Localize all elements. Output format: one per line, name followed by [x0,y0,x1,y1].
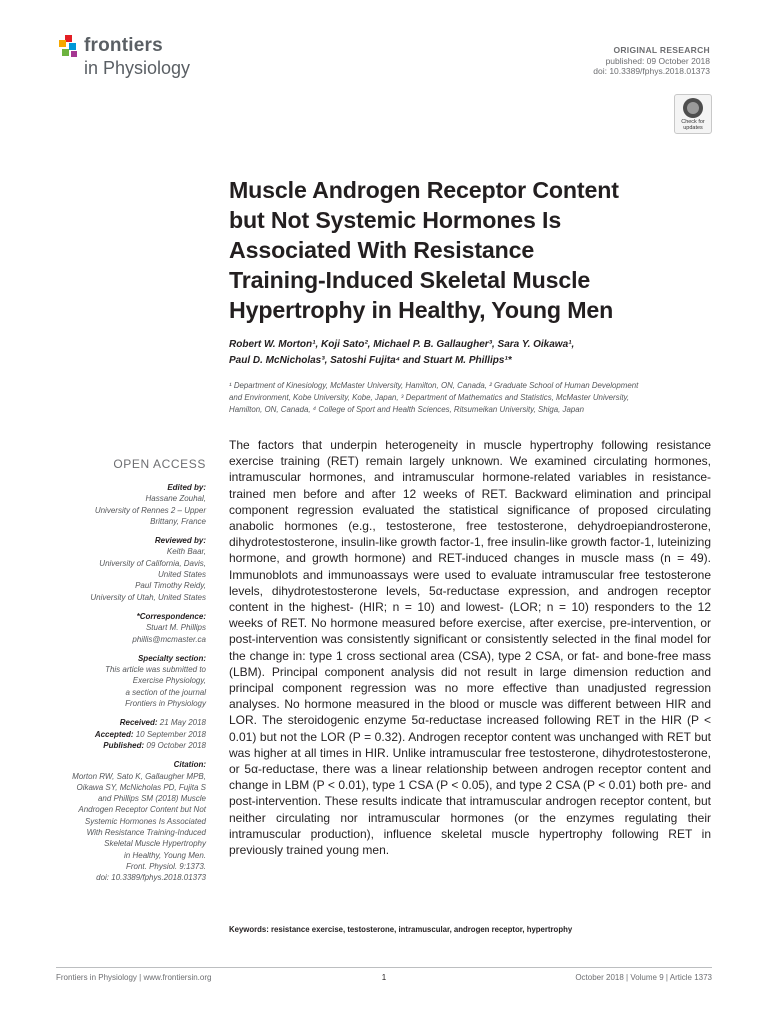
editor-line: University of Rennes 2 – Upper [94,505,206,515]
citation-heading: Citation: [173,760,206,770]
abstract-text: The factors that underpin heterogeneity in muscle hypertrophy following resistance exercise training (RET) remain largely unknown. We examined circulating hormones, intramuscular hormones, and intramuscular hormone-related variables in resistance-trained men before and after 12 weeks of RET. Backward elimination and principal component regression evaluated the statistical significance of proposed circulating anabolic hormones (e.g., testosterone, free testosterone, dehydroepiandrosterone, dihydrotestosterone, insulin-like growth factor-1, free insulin-like growth factor-1, luteinizing hormone, and growth hormone) and RET-induced changes in muscle mass (n = 49). Immunoblots and immunoassays were used to evaluate intramuscular free testosterone levels, dihydrotestosterone levels, 5α-reductase expression, and androgen receptor content in the highest- (HIR; n = 10) and lowest- (LOR; n = 10) responders to the 12 weeks of RET. No hormone measured before exercise, after exercise, pre-intervention, or post-intervention was consistently significant or consistently selected in the final model for the change in: type 1 cross sectional area (CSA), type 2 CSA, or fat- and bone-free mass (LBM). Principal component analysis did not result in large dimension reduction and principal component regression was no more effective than unadjusted regression analyses. No hormone measured in the blood or muscle was different between HIR and LOR. The steroidogenic enzyme 5α-reductase increased following RET in the HIR (P < 0.01) but not the LOR (P = 0.32). Androgen receptor content was unchanged with RET but was higher at all times in HIR. Unlike intramuscular free testosterone, dihydrotestosterone, or 5α-reductase, there was a linear relationship between androgen receptor content and change in LBM (P < 0.01), type 1 CSA (P < 0.05), and type 2 CSA (P < 0.01) both pre- and post-intervention. These results indicate that intramuscular androgen receptor content, but neither circulating nor intramuscular hormones (or the enzymes regulating their intramuscular production), influence skeletal muscle hypertrophy following RET in previously trained young men. [229,438,711,858]
specialty-line: Exercise Physiology, [132,676,206,686]
editor-line: Brittany, France [150,516,206,526]
open-access-label: OPEN ACCESS [113,457,206,471]
reviewed-by-heading: Reviewed by: [154,536,206,546]
edited-by-heading: Edited by: [167,483,206,492]
badge-label: Check for updates [681,119,705,131]
logo-line-2: in Physiology [84,58,191,78]
accepted-label: Accepted: [94,729,134,739]
article-info-sidebar [56,457,206,884]
published-label: Published: [103,740,145,750]
specialty-line: a section of the journal [125,687,206,697]
citation-line: in Healthy, Young Men. [124,850,206,860]
affiliations [229,380,709,417]
author-line: Paul D. McNicholas³, Satoshi Fujita⁴ and Stuart M. Phillips¹* [229,354,512,366]
citation-line: Front. Physiol. 9:1373. [125,861,206,871]
specialty-line: This article was submitted to [105,665,206,675]
reviewer-line: United States [157,570,206,580]
frontiers-logo-icon [56,34,82,60]
article-meta [593,45,710,77]
citation-line: With Resistance Training-Induced [86,828,206,838]
logo-line-1: frontiers [84,35,163,56]
title-line: Hypertrophy in Healthy, Young Men [229,297,614,323]
citation-line: Oikawa SY, McNicholas PD, Fujita S [76,782,206,792]
accepted-date [56,729,206,740]
citation-line: Morton RW, Sato K, Gallaugher MPB, [72,771,206,781]
article-title [229,175,719,325]
reviewer-line: Paul Timothy Reidy, [135,581,206,591]
article-doi[interactable]: doi: 10.3389/fphys.2018.01373 [593,66,710,76]
specialty-heading: Specialty section: [137,653,206,663]
correspondence-email[interactable]: phillis@mcmaster.ca [132,634,206,644]
title-line: Associated With Resistance [229,237,535,263]
check-updates-icon [683,98,703,118]
citation-line: Skeletal Muscle Hypertrophy [104,839,206,849]
footer-divider [56,967,712,968]
correspondence-name: Stuart M. Phillips [145,623,206,633]
published-value: 09 October 2018 [144,740,206,750]
affiliation-line: and Environment, Kobe University, Kobe, Japan, ³ Department of Mathematics and Statistics, McMaster University, [229,393,630,403]
citation-doi[interactable]: doi: 10.3389/fphys.2018.01373 [96,873,206,883]
citation-line: Androgen Receptor Content but Not [78,805,206,815]
footer-journal[interactable]: Frontiers in Physiology | www.frontiersin.org [56,973,212,982]
received-label: Received: [119,718,158,728]
title-line: Training-Induced Skeletal Muscle [229,267,591,293]
author-list [229,337,709,368]
reviewer-line: University of Utah, United States [90,592,206,602]
editor-line: Hassane Zouhal, [145,494,206,504]
correspondence-heading: *Correspondence: [136,611,206,621]
title-line: Muscle Androgen Receptor Content [229,177,619,203]
published-date-sidebar [56,740,206,751]
reviewer-line: Keith Baar, [166,547,206,557]
citation-line: Systemic Hormones Is Associated [84,816,206,826]
page-number: 1 [381,973,387,982]
journal-logo [56,34,236,84]
affiliation-line: Hamilton, ON, Canada, ⁴ College of Sport and Health Sciences, Ritsumeikan University, Shiga, Japan [229,405,585,415]
received-value: 21 May 2018 [157,718,206,728]
title-line: but Not Systemic Hormones Is [229,207,562,233]
reviewer-line: University of California, Davis, [99,558,206,568]
published-date: published: 09 October 2018 [605,55,710,66]
check-for-updates-badge[interactable] [674,94,712,134]
author-line: Robert W. Morton¹, Koji Sato², Michael P. B. Gallaugher³, Sara Y. Oikawa¹, [229,339,575,350]
accepted-value: 10 September 2018 [133,729,206,739]
received-date [56,717,206,728]
keywords: Keywords: resistance exercise, testosterone, intramuscular, androgen receptor, hypertrophy [229,925,573,934]
affiliation-line: ¹ Department of Kinesiology, McMaster University, Hamilton, ON, Canada, ² Graduate School of Human Development [229,381,639,390]
footer-volume: October 2018 | Volume 9 | Article 1373 [575,973,712,982]
specialty-line: Frontiers in Physiology [125,699,206,709]
citation-line: and Phillips SM (2018) Muscle [97,794,206,804]
article-type: ORIGINAL RESEARCH [613,45,710,55]
